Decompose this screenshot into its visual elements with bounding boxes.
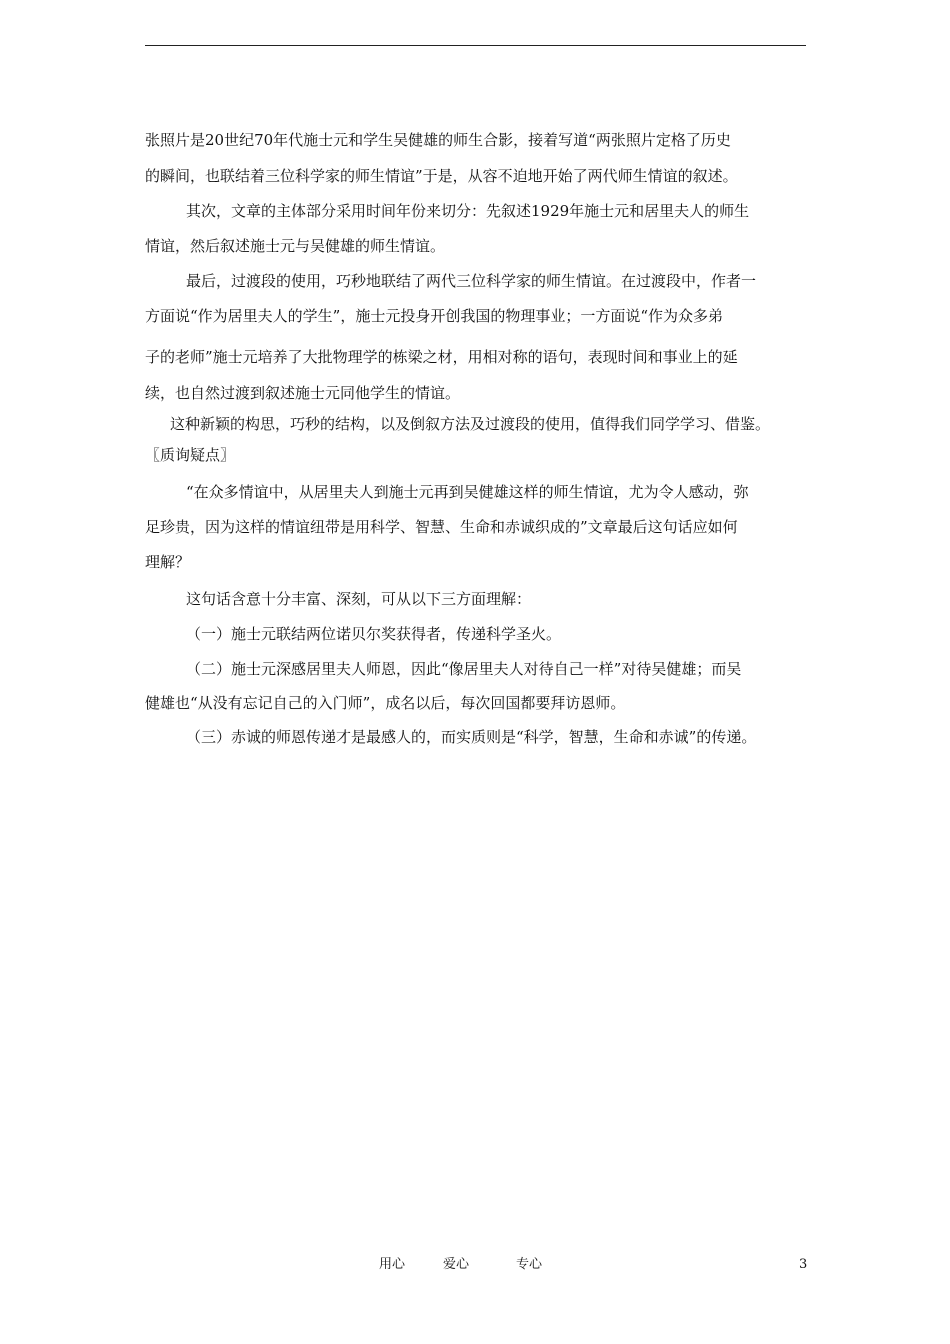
- text-line: 情谊，然后叙述施士元与吴健雄的师生情谊。: [145, 237, 446, 255]
- page-number: 3: [799, 1257, 808, 1272]
- text-line: 张照片是20世纪70年代施士元和学生吴健雄的师生合影，接着写道“两张照片定格了历史: [145, 131, 731, 149]
- text-line: 健雄也“从没有忘记自己的入门师”，成名以后，每次回国都要拜访恩师。: [145, 694, 626, 712]
- text-line: 这种新颖的构思，巧秒的结构，以及倒叙方法及过渡段的使用，值得我们同学学习、借鉴。: [170, 415, 771, 433]
- text-line: 的瞬间，也联结着三位科学家的师生情谊”于是，从容不迫地开始了两代师生情谊的叙述。: [145, 167, 738, 185]
- text-line: “在众多情谊中，从居里夫人到施士元再到吴健雄这样的师生情谊，尤为令人感动，弥: [186, 483, 749, 501]
- text-line: （二）施士元深感居里夫人师恩，因此“像居里夫人对待自己一样”对待吴健雄；而吴: [186, 660, 742, 678]
- text-line: 足珍贵，因为这样的情谊纽带是用科学、智慧、生命和赤诚织成的”文章最后这句话应如何: [145, 518, 738, 536]
- footer-motto-3: 专心: [516, 1257, 543, 1272]
- footer-motto-1: 用心: [379, 1257, 406, 1272]
- text-line: 这句话含意十分丰富、深刻，可从以下三方面理解：: [186, 590, 532, 608]
- text-line: 续，也自然过渡到叙述施士元同他学生的情谊。: [145, 384, 461, 402]
- text-line: 方面说“作为居里夫人的学生”，施士元投身开创我国的物理事业；一方面说“作为众多弟: [145, 307, 724, 325]
- text-line: 子的老师”施士元培养了大批物理学的栋梁之材，用相对称的语句，表现时间和事业上的延: [145, 348, 738, 366]
- text-line: 最后，过渡段的使用，巧秒地联结了两代三位科学家的师生情谊。在过渡段中，作者一: [186, 272, 757, 290]
- text-line: （一）施士元联结两位诺贝尔奖获得者，传递科学圣火。: [186, 625, 562, 643]
- text-line: 其次，文章的主体部分采用时间年份来切分：先叙述1929年施士元和居里夫人的师生: [186, 202, 750, 220]
- text-line: 理解？: [145, 553, 191, 571]
- section-heading: 〖质询疑点〗: [145, 446, 236, 464]
- header-rule: [145, 45, 806, 46]
- footer-motto-2: 爱心: [443, 1257, 470, 1272]
- text-line: （三）赤诚的师恩传递才是最感人的，而实质则是“科学，智慧，生命和赤诚”的传递。: [186, 728, 757, 746]
